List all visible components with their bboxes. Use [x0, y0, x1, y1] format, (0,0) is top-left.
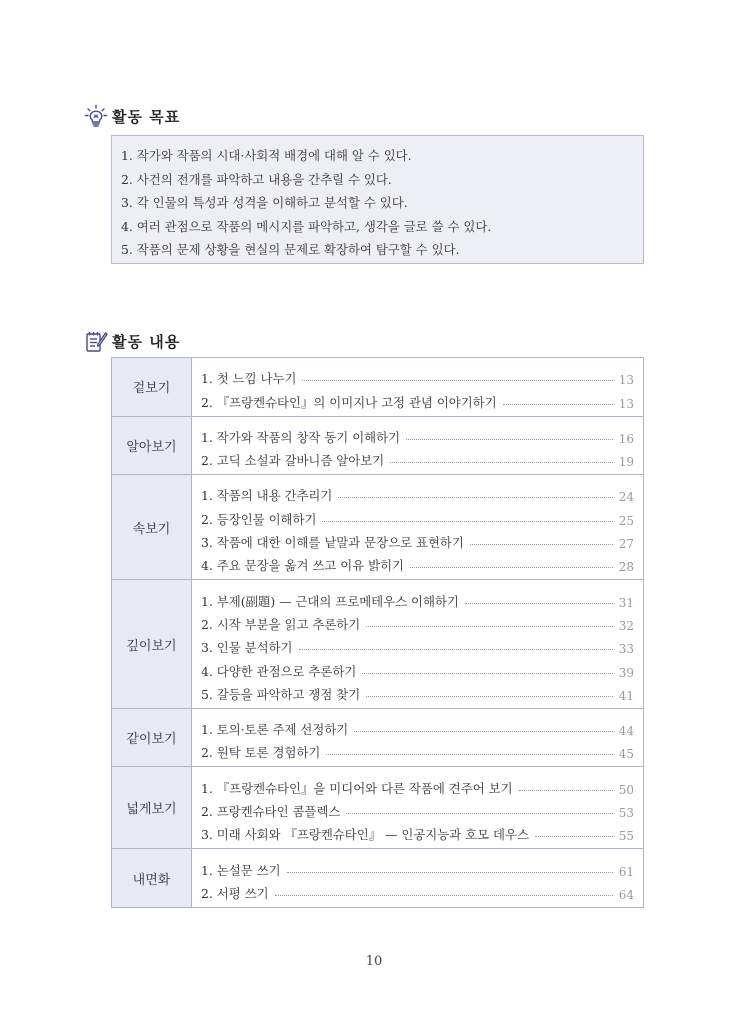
- dot-leader: [410, 566, 613, 568]
- dot-leader: [366, 625, 612, 627]
- toc-page-number: 19: [618, 455, 634, 470]
- toc-item[interactable]: [192, 715, 643, 738]
- lightbulb-icon: [84, 104, 108, 128]
- toc-item-label: 3. 미래 사회와 『프랑켄슈타인』 — 인공지능과 호모 데우스: [201, 827, 529, 843]
- toc-item-label: 3. 작품에 대한 이해를 낱말과 문장으로 표현하기: [201, 535, 464, 551]
- page-number: 10: [365, 954, 383, 969]
- toc-page-number: 45: [618, 747, 634, 762]
- toc-page-number: 61: [618, 864, 634, 879]
- category-label: 알아보기: [112, 416, 192, 475]
- toc-page-number: 16: [618, 431, 634, 446]
- toc-item-label: 2. 시작 부분을 읽고 추론하기: [201, 616, 361, 632]
- toc-item-label: 3. 인물 분석하기: [201, 640, 293, 656]
- dot-leader: [338, 496, 612, 498]
- dot-leader: [322, 520, 612, 522]
- toc-item[interactable]: [192, 680, 643, 703]
- goal-item: 1. 작가와 작품의 시대·사회적 배경에 대해 알 수 있다.: [121, 148, 412, 163]
- toc-page-number: 13: [618, 396, 634, 411]
- dot-leader: [354, 730, 612, 732]
- toc-page-number: 27: [618, 537, 634, 552]
- toc-item[interactable]: [192, 633, 643, 656]
- toc-item[interactable]: [192, 820, 643, 843]
- dot-leader: [346, 812, 612, 814]
- toc-page-number: 53: [618, 806, 634, 821]
- toc-item-label: 2. 서평 쓰기: [201, 885, 269, 901]
- notepad-pencil-icon: [84, 329, 108, 353]
- toc-page-number: 44: [618, 724, 634, 739]
- contents-heading: [84, 329, 180, 353]
- toc-item-label: 1. 논설문 쓰기: [201, 862, 281, 878]
- toc-page-number: 32: [618, 618, 634, 633]
- toc-item-label: 2. 등장인물 이해하기: [201, 511, 317, 527]
- toc-item[interactable]: [192, 586, 643, 609]
- toc-item[interactable]: [192, 387, 643, 410]
- toc-item[interactable]: [192, 773, 643, 796]
- toc-item[interactable]: [192, 610, 643, 633]
- dot-leader: [390, 461, 613, 463]
- toc-page-number: 28: [618, 560, 634, 575]
- category-label: 깊이보기: [112, 580, 192, 708]
- goal-item: 5. 작품의 문제 상황을 현실의 문제로 확장하여 탐구할 수 있다.: [121, 242, 460, 257]
- toc-page-number: 50: [618, 782, 634, 797]
- toc-item-label: 1. 토의·토론 주제 선정하기: [201, 722, 349, 738]
- dot-leader: [470, 543, 613, 545]
- toc-item-label: 4. 주요 문장을 옮겨 쓰고 이유 밝히기: [201, 558, 405, 574]
- goal-item: 3. 각 인물의 특성과 성격을 이해하고 분석할 수 있다.: [121, 195, 408, 210]
- dot-leader: [362, 672, 612, 674]
- dot-leader: [299, 648, 613, 650]
- dot-leader: [366, 695, 612, 697]
- goals-box: [111, 135, 644, 264]
- toc-item[interactable]: [192, 446, 643, 469]
- toc-item[interactable]: [192, 879, 643, 902]
- toc-page-number: 41: [618, 688, 634, 703]
- category-label: 겉보기: [112, 358, 192, 417]
- goal-item: 4. 여러 관점으로 작품의 메시지를 파악하고, 생각을 글로 쓸 수 있다.: [121, 218, 492, 234]
- toc-item-label: 2. 프랑켄슈타인 콤플렉스: [201, 804, 341, 820]
- goal-item: 2. 사건의 전개를 파악하고 내용을 간추릴 수 있다.: [121, 171, 392, 187]
- toc-item[interactable]: [192, 797, 643, 820]
- group-row: [112, 416, 644, 475]
- dot-leader: [287, 871, 613, 873]
- goals-title: 활동 목표: [112, 107, 181, 126]
- dot-leader: [519, 789, 613, 791]
- toc-page-number: 33: [618, 642, 634, 657]
- category-label: 속보기: [112, 475, 192, 580]
- goals-heading: [84, 104, 180, 128]
- toc-page-number: 64: [618, 887, 634, 902]
- toc-item-label: 5. 갈등을 파악하고 쟁점 찾기: [201, 686, 361, 702]
- toc-page-number: 24: [618, 490, 634, 505]
- toc-page-number: 25: [618, 513, 634, 528]
- toc-item-label: 1. 『프랑켄슈타인』을 미디어와 다른 작품에 견주어 보기: [201, 780, 513, 796]
- dot-leader: [535, 835, 613, 837]
- group-row: [112, 767, 644, 849]
- dot-leader: [302, 379, 612, 381]
- toc-item-label: 2. 『프랑켄슈타인』의 이미지나 고정 관념 이야기하기: [201, 394, 497, 410]
- dot-leader: [503, 403, 613, 405]
- toc-item[interactable]: [192, 364, 643, 387]
- group-row: [112, 580, 644, 708]
- dot-leader: [275, 894, 613, 896]
- toc-item[interactable]: [192, 738, 643, 761]
- toc-item[interactable]: [192, 551, 643, 574]
- toc-item-label: 1. 첫 느낌 나누기: [201, 371, 297, 387]
- toc-page-number: 39: [618, 665, 634, 680]
- group-row: [112, 475, 644, 580]
- toc-page-number: 13: [618, 373, 634, 388]
- toc-item[interactable]: [192, 504, 643, 527]
- dot-leader: [465, 602, 613, 604]
- category-label: 같이보기: [112, 708, 192, 767]
- toc-page-number: 31: [618, 595, 634, 610]
- toc-item[interactable]: [192, 855, 643, 878]
- toc-item[interactable]: [192, 528, 643, 551]
- toc-item[interactable]: [192, 423, 643, 446]
- contents-title: 활동 내용: [112, 332, 181, 351]
- toc-page-number: 55: [618, 829, 634, 844]
- toc-item-label: 1. 작가와 작품의 창작 동기 이해하기: [201, 429, 401, 445]
- toc-item-label: 1. 부제(副題) — 근대의 프로메테우스 이해하기: [201, 593, 459, 609]
- contents-table: [111, 357, 644, 908]
- dot-leader: [326, 753, 612, 755]
- category-label: 넓게보기: [112, 767, 192, 849]
- toc-item[interactable]: [192, 656, 643, 679]
- group-row: [112, 849, 644, 908]
- toc-item-label: 2. 원탁 토론 경험하기: [201, 745, 321, 761]
- toc-item-label: 4. 다양한 관점으로 추론하기: [201, 663, 357, 679]
- category-label: 내면화: [112, 849, 192, 908]
- group-row: [112, 358, 644, 417]
- toc-item[interactable]: [192, 481, 643, 504]
- group-row: [112, 708, 644, 767]
- toc-item-label: 2. 고딕 소설과 갈바니즘 알아보기: [201, 453, 385, 469]
- toc-item-label: 1. 작품의 내용 간추리기: [201, 488, 333, 504]
- dot-leader: [406, 438, 613, 440]
